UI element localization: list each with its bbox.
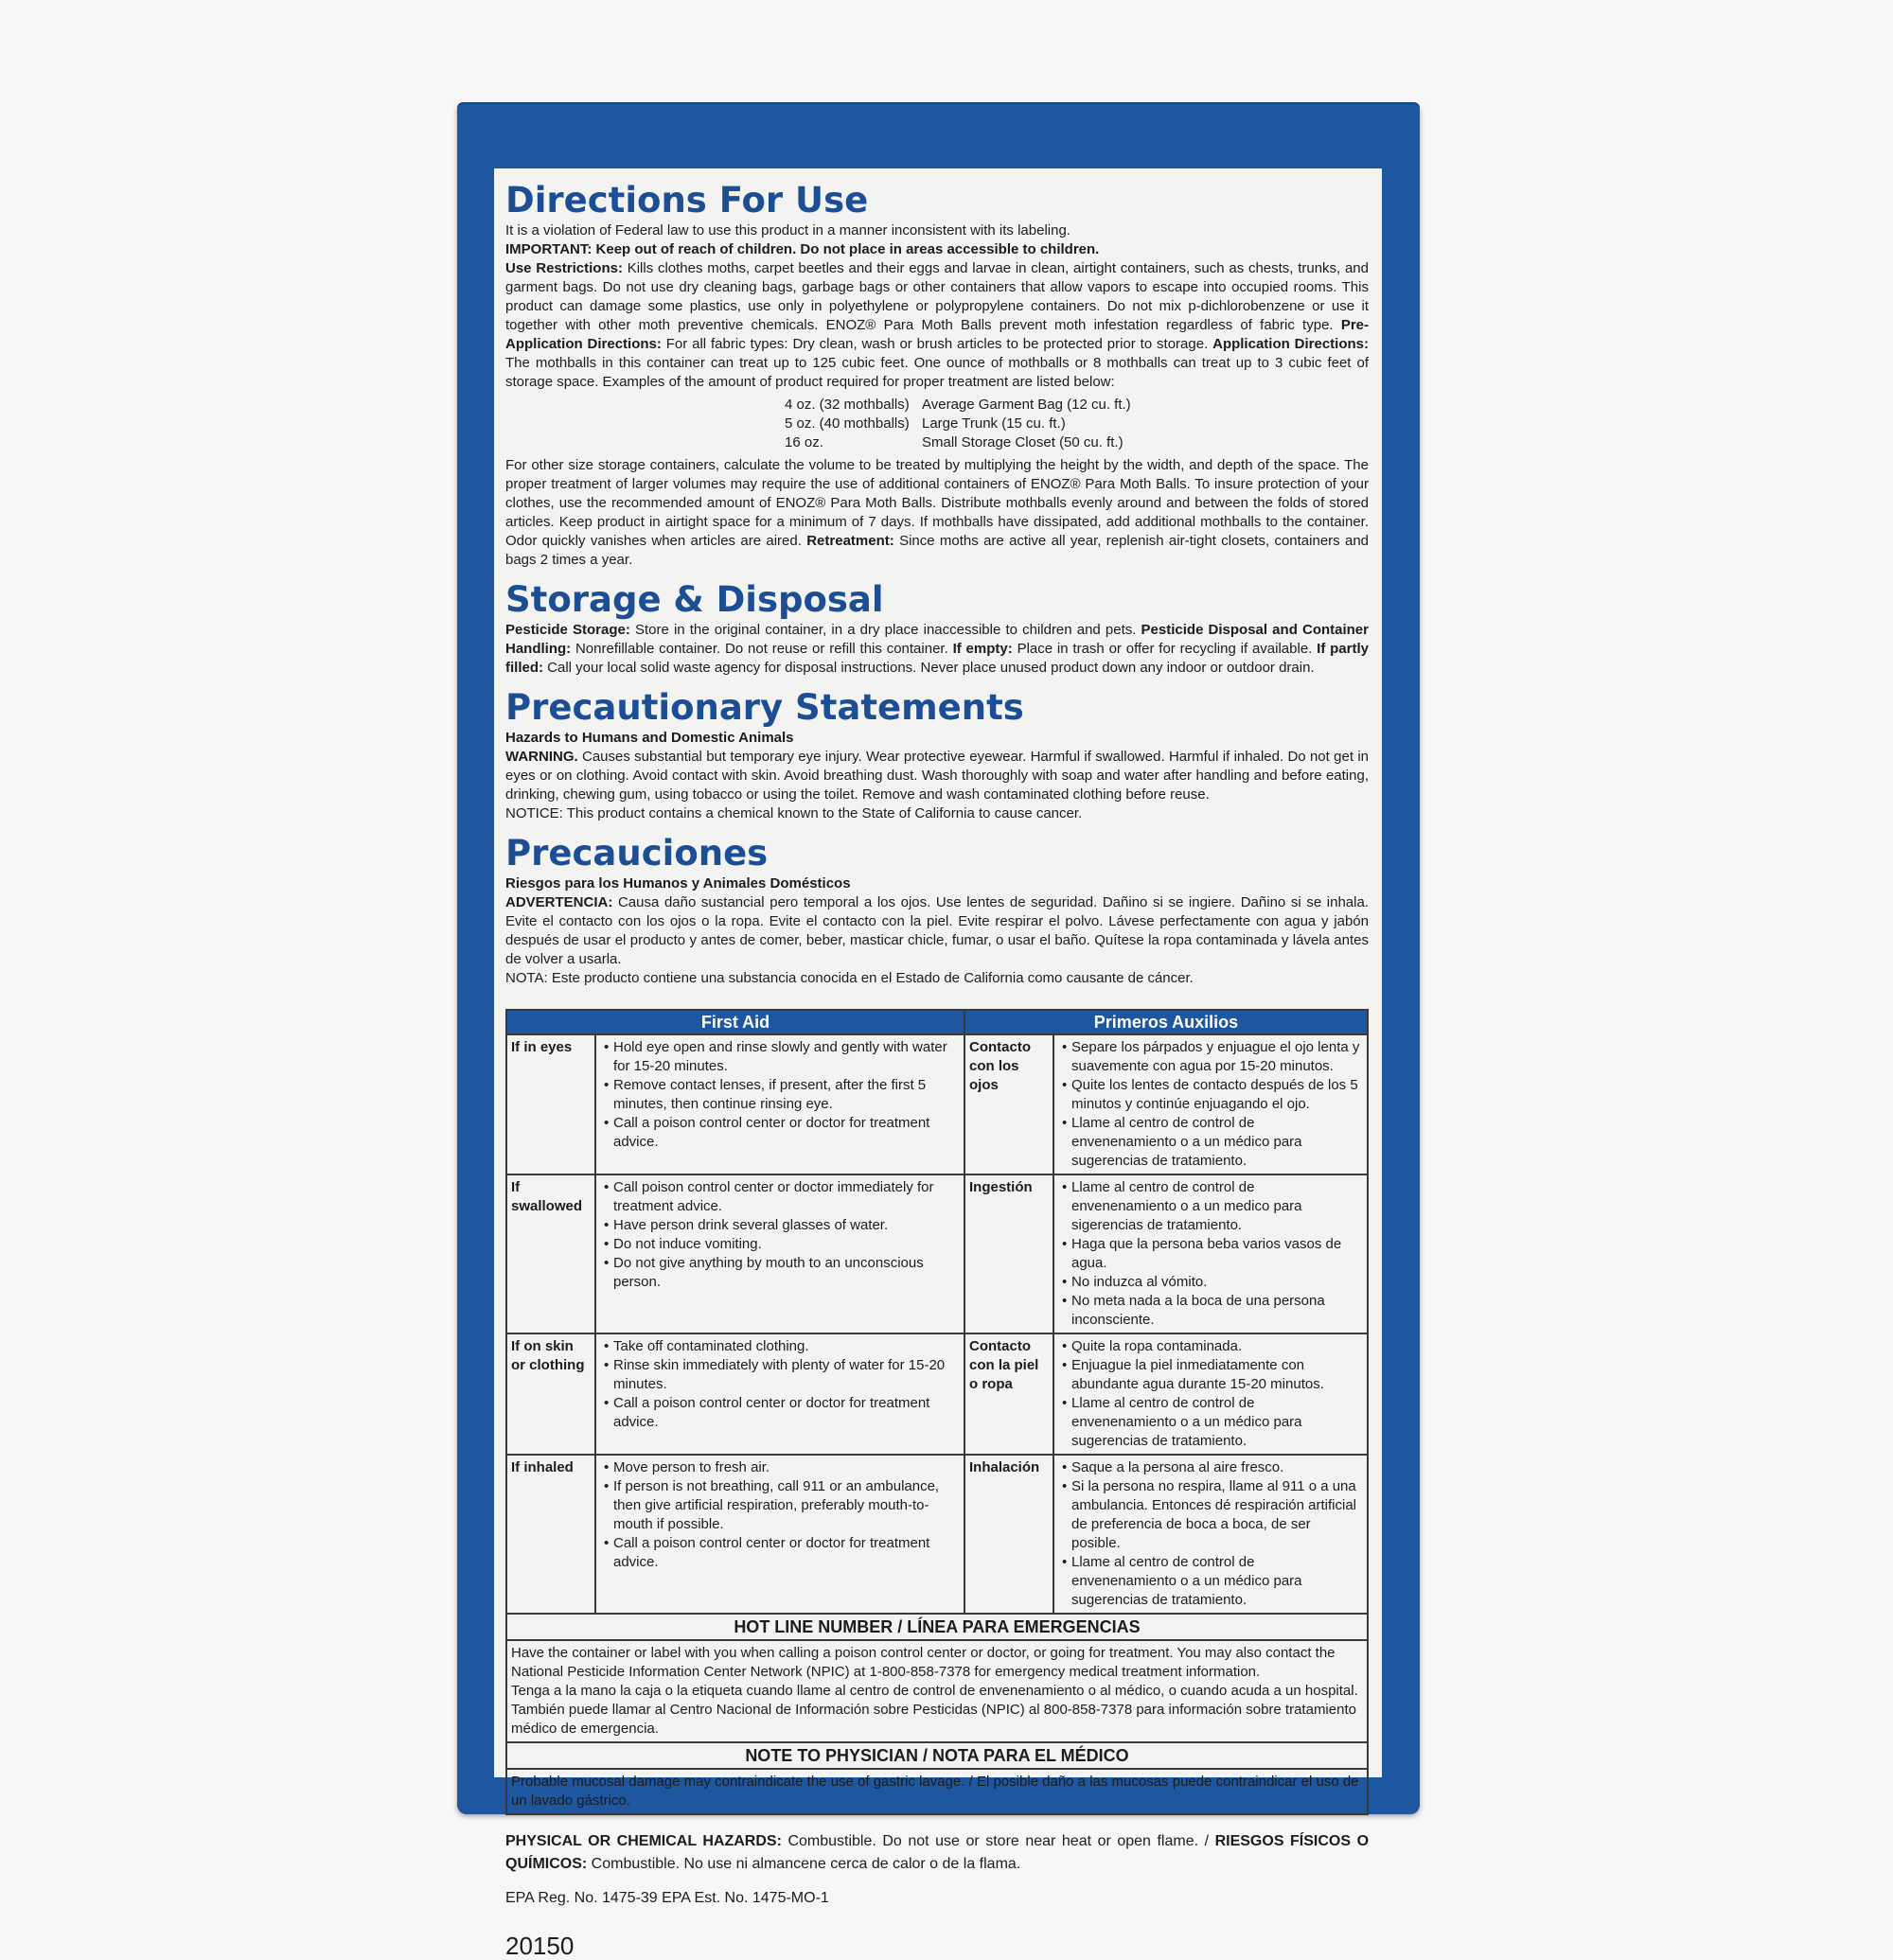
- precauciones-nota: NOTA: Este producto contiene una substancia conocida en el Estado de California como causante de cáncer.: [505, 970, 1194, 986]
- primeros-auxilios-item: • Llame al centro de control de envenenamiento o a un médico para sugerencias de tratamiento.: [1071, 1553, 1363, 1610]
- hotline-text-en: Have the container or label with you when calling a poison control center or doctor, or going for treatment. You may also contact the National Pesticide Information Center Network (NPIC) at 1-800-858-7378 for emergency medical treatment information.: [511, 1645, 1336, 1680]
- directions-important: IMPORTANT: Keep out of reach of children. Do not place in areas accessible to children.: [505, 241, 1100, 257]
- amount-use: Large Trunk (15 cu. ft.): [922, 415, 1066, 432]
- hotline-title: HOT LINE NUMBER / LÍNEA PARA EMERGENCIAS: [506, 1614, 1368, 1640]
- primeros-auxilios-item: • Si la persona no respira, llame al 911 o a una ambulancia. Entonces dé respiración artificial de preferencia de boca a boca, de ser posible.: [1071, 1477, 1363, 1553]
- amounts-table: [785, 396, 1369, 452]
- directions-line1: It is a violation of Federal law to use this product in a manner inconsistent with its labeling.: [505, 222, 1070, 238]
- hazards-text: PHYSICAL OR CHEMICAL HAZARDS: Combustible. Do not use or store near heat or open flame. / RIESGOS FÍSICOS O QUÍMICOS: Combustible. No use ni almancene cerca de calor o de la flama.: [505, 1833, 1370, 1872]
- primeros-auxilios-item: • No induzca al vómito.: [1071, 1273, 1363, 1292]
- primeros-auxilios-item: • Llame al centro de control de envenenamiento o a un médico para sugerencias de tratamiento.: [1071, 1394, 1363, 1451]
- first-aid-row: [506, 1174, 1368, 1333]
- precaution-notice: NOTICE: This product contains a chemical known to the State of California to cause cancer.: [505, 805, 1083, 821]
- primeros-auxilios-label: Inhalación: [964, 1455, 1053, 1614]
- first-aid-item: • If person is not breathing, call 911 or an ambulance, then give artificial respiration, preferably mouth-to-mouth if possible.: [613, 1477, 960, 1534]
- primeros-auxilios-item: • Llame al centro de control de envenenamiento o a un medico para sigerencias de tratamiento.: [1071, 1178, 1363, 1235]
- precauciones-advertencia: ADVERTENCIA: Causa daño sustancial pero temporal a los ojos. Use lentes de seguridad. Dañino si se ingiere. Dañino si se inhala. Evite el contacto con los ojos o la ropa. Evite el contacto con la piel. Evite respirar el polvo. Lávese perfectamente con agua y jabón después de usar el producto y antes de comer, beber, masticar chicle, fumar, o usar el baño. Quítese la ropa contaminada y lávela antes de volver a usarla.: [505, 894, 1369, 967]
- product-code: 20150: [505, 1932, 575, 1960]
- first-aid-row: [506, 1333, 1368, 1455]
- first-aid-label: If inhaled: [506, 1455, 595, 1614]
- first-aid-item: • Call a poison control center or doctor for treatment advice.: [613, 1534, 960, 1572]
- amount-qty: 5 oz. (40 mothballs): [785, 415, 910, 432]
- first-aid-label: If swallowed: [506, 1174, 595, 1333]
- primeros-auxilios-item: • Enjuague la piel inmediatamente con abundante agua durante 15-20 minutos.: [1071, 1356, 1363, 1394]
- primeros-auxilios-item: • Quite la ropa contaminada.: [1071, 1337, 1363, 1356]
- first-aid-label: If on skin or clothing: [506, 1333, 595, 1455]
- precauciones-title: Precauciones: [505, 833, 769, 874]
- precaution-title: Precautionary Statements: [505, 687, 1024, 728]
- primeros-auxilios-header: Primeros Auxilios: [964, 1010, 1368, 1034]
- primeros-auxilios-label: Contacto con los ojos: [964, 1034, 1053, 1174]
- directions-title: Directions For Use: [505, 180, 869, 221]
- precauciones-subtitle: Riesgos para los Humanos y Animales Domésticos: [505, 875, 851, 892]
- precaution-subtitle: Hazards to Humans and Domestic Animals: [505, 730, 794, 746]
- first-aid-item: • Remove contact lenses, if present, after the first 5 minutes, then continue rinsing eye.: [613, 1076, 960, 1114]
- label-content: [505, 180, 1370, 1960]
- physician-text: Probable mucosal damage may contraindicate the use of gastric lavage. / El posible daño a las mucosas puede contraindicar el uso de un lavado gástrico.: [506, 1769, 1368, 1814]
- first-aid-row: [506, 1034, 1368, 1174]
- amount-qty: 16 oz.: [785, 434, 823, 450]
- primeros-auxilios-label: Contacto con la piel o ropa: [964, 1333, 1053, 1455]
- first-aid-table: [505, 1009, 1369, 1815]
- first-aid-item: • Call a poison control center or doctor for treatment advice.: [613, 1394, 960, 1432]
- primeros-auxilios-item: • Saque a la persona al aire fresco.: [1071, 1458, 1363, 1477]
- first-aid-item: • Take off contaminated clothing.: [613, 1337, 960, 1356]
- hotline-text-es: Tenga a la mano la caja o la etiqueta cuando llame al centro de control de envenenamiento o al médico, o cuando acuda a un hospital. También puede llamar al Centro Nacional de Información sobre Pesticidas (NPIC) al 800-858-7378 para información sobre tratamiento médico de emergencia.: [511, 1683, 1358, 1737]
- hotline-text: [506, 1640, 1368, 1742]
- first-aid-row: [506, 1455, 1368, 1614]
- first-aid-label: If in eyes: [506, 1034, 595, 1174]
- first-aid-header: First Aid: [506, 1010, 964, 1034]
- first-aid-item: • Move person to fresh air.: [613, 1458, 960, 1477]
- physician-title: NOTE TO PHYSICIAN / NOTA PARA EL MÉDICO: [506, 1742, 1368, 1769]
- storage-title: Storage & Disposal: [505, 579, 884, 620]
- first-aid-item: • Have person drink several glasses of water.: [613, 1216, 960, 1235]
- first-aid-item: • Call a poison control center or doctor for treatment advice.: [613, 1114, 960, 1152]
- epa-numbers: EPA Reg. No. 1475-39 EPA Est. No. 1475-MO-1: [505, 1890, 829, 1906]
- amount-use: Average Garment Bag (12 cu. ft.): [922, 397, 1131, 413]
- first-aid-item: • Do not induce vomiting.: [613, 1235, 960, 1254]
- directions-other: For other size storage containers, calculate the volume to be treated by multiplying the height by the width, and depth of the space. The proper treatment of larger volumes may require the use of additional containers of ENOZ® Para Moth Balls. To insure protection of your clothes, use the recommended amount of ENOZ® Para Moth Balls. Distribute mothballs evenly around and between the folds of stored articles. Keep product in airtight space for a minimum of 7 days. If mothballs have dissipated, add additional mothballs to the container. Odor quickly vanishes when articles are aired. Retreatment: Since moths are active all year, replenish air-tight closets, containers and bags 2 times a year.: [505, 457, 1369, 568]
- primeros-auxilios-item: • Separe los párpados y enjuague el ojo lenta y suavemente con agua por 15-20 minutos.: [1071, 1038, 1363, 1076]
- primeros-auxilios-label: Ingestión: [964, 1174, 1053, 1333]
- amount-use: Small Storage Closet (50 cu. ft.): [922, 434, 1123, 450]
- primeros-auxilios-item: • Quite los lentes de contacto después de los 5 minutos y continúe enjuagando el ojo.: [1071, 1076, 1363, 1114]
- precaution-warning: WARNING. Causes substantial but temporary eye injury. Wear protective eyewear. Harmful if swallowed. Harmful if inhaled. Do not get in eyes or on clothing. Avoid contact with skin. Avoid breathing dust. Wash thoroughly with soap and water after handling and before eating, drinking, chewing gum, using tobacco or using the toilet. Remove and wash contaminated clothing before reuse.: [505, 749, 1369, 803]
- amount-qty: 4 oz. (32 mothballs): [785, 397, 910, 413]
- first-aid-item: • Hold eye open and rinse slowly and gently with water for 15-20 minutes.: [613, 1038, 960, 1076]
- primeros-auxilios-item: • No meta nada a la boca de una persona inconsciente.: [1071, 1292, 1363, 1330]
- primeros-auxilios-item: • Llame al centro de control de envenenamiento o a un médico para sugerencias de tratamiento.: [1071, 1114, 1363, 1171]
- first-aid-item: • Call poison control center or doctor immediately for treatment advice.: [613, 1178, 960, 1216]
- storage-text: Pesticide Storage: Store in the original container, in a dry place inaccessible to children and pets. Pesticide Disposal and Container Handling: Nonrefillable container. Do not reuse or refill this container. If empty: Place in trash or offer for recycling if available. If partly filled: Call your local solid waste agency for disposal instructions. Never place unused product down any indoor or outdoor drain.: [505, 622, 1369, 676]
- first-aid-item: • Rinse skin immediately with plenty of water for 15-20 minutes.: [613, 1356, 960, 1394]
- first-aid-item: • Do not give anything by mouth to an unconscious person.: [613, 1254, 960, 1292]
- primeros-auxilios-item: • Haga que la persona beba varios vasos de agua.: [1071, 1235, 1363, 1273]
- directions-restrictions: Use Restrictions: Kills clothes moths, carpet beetles and their eggs and larvae in clean, airtight containers, such as chests, trunks, and garment bags. Do not use dry cleaning bags, garbage bags or other containers that allow vapors to escape into occupied rooms. This product can damage some plastics, use only in polyethylene or polypropylene containers. Do not mix p-dichlorobenzene or use it together with other moth preventive chemicals. ENOZ® Para Moth Balls prevent moth infestation regardless of fabric type. Pre-Application Directions: For all fabric types: Dry clean, wash or brush articles to be protected prior to storage. Application Directions: The mothballs in this container can treat up to 125 cubic feet. One ounce of mothballs or 8 mothballs can treat up to 3 cubic feet of storage space. Examples of the amount of product required for proper treatment are listed below:: [505, 260, 1369, 390]
